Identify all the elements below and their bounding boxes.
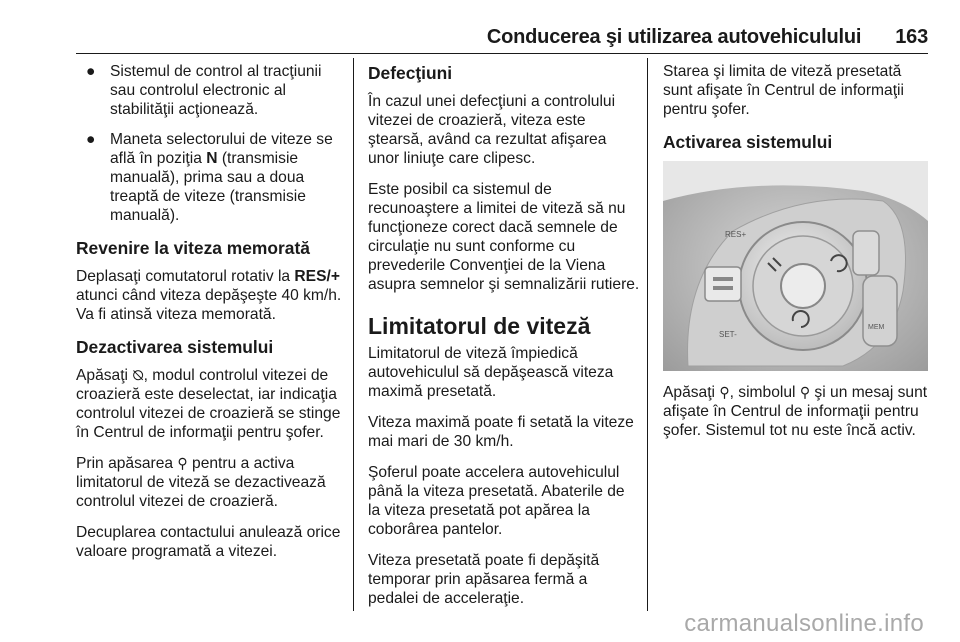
section-heading-deactivate: Dezactivarea sistemului xyxy=(76,337,274,357)
column-1 xyxy=(76,62,348,573)
section-heading-activate: Activarea sistemului xyxy=(663,132,833,152)
column-divider-2 xyxy=(647,58,648,611)
header-title: Conducerea şi utilizarea autovehiculului xyxy=(486,25,862,48)
section-heading-limiter: Limitatorul de viteză xyxy=(368,313,591,339)
condition-list xyxy=(76,62,348,225)
watermark: carmanualsonline.info xyxy=(684,610,924,637)
paragraph: Deplasaţi comutatorul rotativ la RES/+ atunci când viteza depăşeşte 40 km/h. Va fi atinsă viteza memorată. xyxy=(76,268,342,323)
paragraph: Este posibil ca sistemul de recunoaştere a limitei de viteză să nu funcţioneze corect dacă semnele de circulaţie nu sunt conforme cu prevederile Convenţiei de la Viena asupra semnelor şi semnalizării rutiere. xyxy=(368,181,640,293)
paragraph: Şoferul poate accelera autovehiculul până la viteza presetată. Abaterile de la viteza presetată pot apărea la coborârea pantelor. xyxy=(368,464,625,538)
bullet-icon: ● xyxy=(86,131,96,148)
paragraph: Decuplarea contactului anulează orice valoare programată a vitezei. xyxy=(76,524,341,560)
page-header xyxy=(76,22,928,52)
column-3 xyxy=(663,62,928,452)
list-item-text: Maneta selectorului de viteze se află în poziţia xyxy=(110,131,333,167)
section-heading-faults: Defecţiuni xyxy=(368,63,453,83)
paragraph: Apăsaţi ⦰, modul controlul vitezei de croazieră este deselectat, iar indicaţia controlul vitezei de croazieră se stinge în Centrul de informaţii pentru şofer. xyxy=(76,367,341,441)
header-rule xyxy=(76,53,928,54)
speed-limiter-icon: ⚲ xyxy=(799,384,811,400)
paragraph: Prin apăsarea ⚲ pentru a activa limitatorul de viteză se dezactivează controlul vitezei de croazieră. xyxy=(76,455,326,510)
section-heading-resume: Revenire la viteza memorată xyxy=(76,238,310,258)
gear-position-n: N xyxy=(206,150,218,167)
speed-limiter-icon: ⚲ xyxy=(177,455,188,471)
paragraph: Viteza presetată poate fi depăşită temporar prin apăsarea fermă a pedalei de acceleraţie. xyxy=(368,552,600,607)
list-item xyxy=(76,62,348,119)
list-item-text: Sistemul de control al tracţiunii sau controlul electronic al stabilităţii acţionează. xyxy=(110,63,322,118)
res-plus-label: RES/+ xyxy=(294,268,340,285)
mem-button-label: MEM xyxy=(868,324,885,331)
list-item-text: (transmisie manuală), prima sau a doua treaptă de viteze (transmisie manuală). xyxy=(110,150,306,224)
bullet-icon: ● xyxy=(86,63,96,80)
paragraph: În cazul unei defecţiuni a controlului vitezei de croazieră, viteza este ştearsă, având ca rezultat afişarea unor liniuţe care clipesc. xyxy=(368,93,616,167)
column-2 xyxy=(368,62,640,620)
steering-wheel-controls-photo xyxy=(663,161,928,371)
page-number: 163 xyxy=(895,25,928,48)
list-item xyxy=(76,130,348,225)
cruise-off-icon: ⦰ xyxy=(132,367,144,383)
set-minus-button-label: SET- xyxy=(719,330,737,339)
paragraph: Viteza maximă poate fi setată la viteze mai mari de 30 km/h. xyxy=(368,414,634,450)
paragraph: Starea şi limita de viteză presetată sunt afişate în Centrul de informaţii pentru şofer. xyxy=(663,63,904,118)
paragraph: Apăsaţi ⚲, simbolul ⚲ şi un mesaj sunt afişate în Centrul de informaţii pentru şofer. Sistemul tot nu este încă activ. xyxy=(663,384,928,439)
res-plus-button-label: RES+ xyxy=(725,230,747,239)
column-divider-1 xyxy=(353,58,354,611)
paragraph: Limitatorul de viteză împiedică autovehiculul să depăşească viteza maximă presetată. xyxy=(368,345,614,400)
speed-limiter-icon: ⚲ xyxy=(719,384,730,400)
